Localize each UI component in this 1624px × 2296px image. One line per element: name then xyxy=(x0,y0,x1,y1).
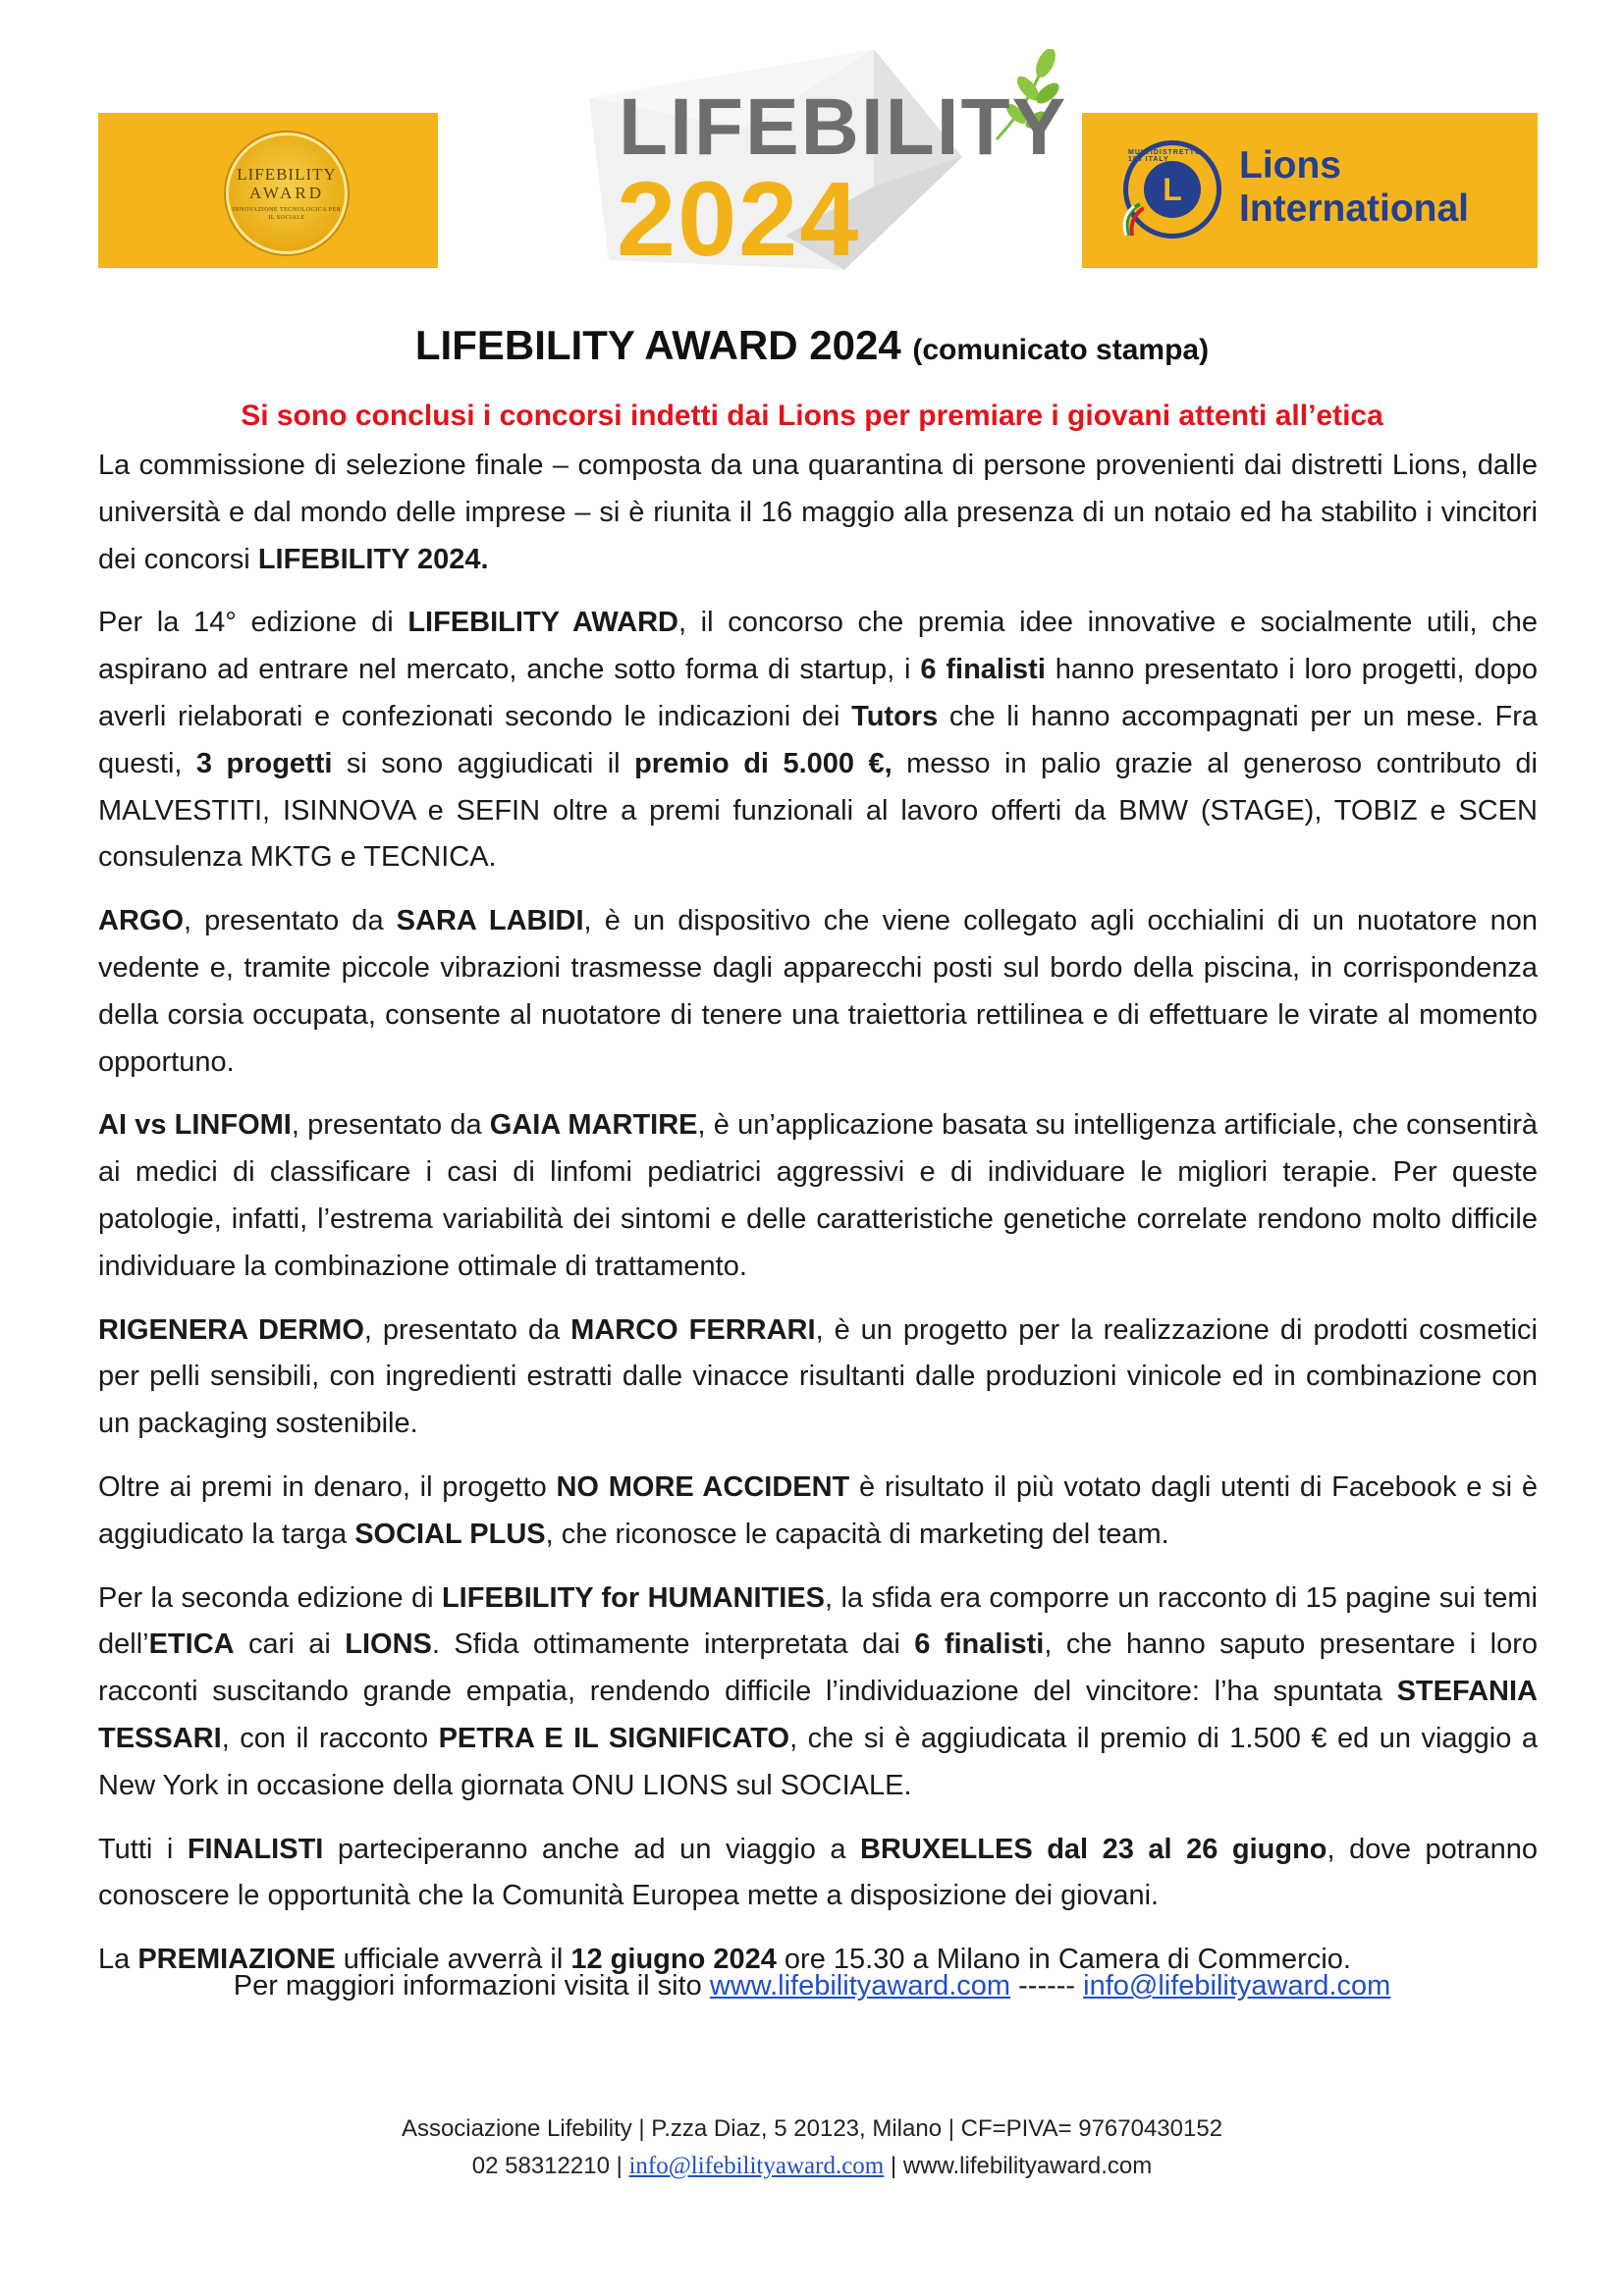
title-main: LIFEBILITY AWARD 2024 xyxy=(414,322,901,368)
paragraph-humanities: Per la seconda edizione di LIFEBILITY for HUMANITIES, la sfida era comporre un racconto di 15 pagine sui temi dell’ETICA cari ai LIONS. Sfida ottimamente interpretata dai 6 finalisti, che hanno saputo presentare i loro racconti suscitando grande empatia, rendendo difficile l’individuazione del vincitore: l’ha spuntata STEFANIA TESSARI, con il racconto PETRA E IL SIGNIFICATO, che si è aggiudicata il premio di 1.500 € ed un viaggio a New York in occasione della giornata ONU LIONS sul SOCIALE. xyxy=(98,1581,1538,1801)
paragraph-bruxelles: Tutti i FINALISTI parteciperanno anche ad un viaggio a BRUXELLES dal 23 al 26 giugno, dove potranno conoscere le opportunità che la Comunità Europea mette a disposizione dei giovani. xyxy=(98,1833,1538,1912)
left-banner xyxy=(98,113,438,268)
emblem-letter: L xyxy=(1144,161,1201,218)
title-sub: (comunicato stampa) xyxy=(912,334,1210,366)
paragraph-intro: La commissione di selezione finale – composta da una quarantina di persone provenienti dai distretti Lions, dalle università e dal mondo delle imprese – si è riunita il 16 maggio alla presenza di un notaio ed ha stabilito i vincitori dei concorsi LIFEBILITY 2024. xyxy=(98,450,1538,575)
paragraph-award-edition: Per la 14° edizione di LIFEBILITY AWARD, il concorso che premia idee innovative e socialmente utili, che aspirano ad entrare nel mercato, anche sotto forma di startup, i 6 finalisti hanno presentato i loro progetti, dopo averli rielaborati e confezionati secondo le indicazioni dei Tutors che li hanno accompagnati per un mese. Fra questi, 3 progetti si sono aggiudicati il premio di 5.000 €, messo in palio grazie al generoso contributo di MALVESTITI, ISINNOVA e SEFIN oltre a premi funzionali al lavoro offerti da BMW (STAGE), TOBIZ e SCEN consulenza MKTG e TECNICA. xyxy=(98,607,1538,874)
lifebility-2024-logo xyxy=(550,39,1100,280)
info-prefix: Per maggiori informazioni visita il sito xyxy=(233,1970,710,2002)
website-link[interactable]: www.lifebilityaward.com xyxy=(709,1970,1011,2002)
emblem-arc-text: MULTIDISTRETTO 108 ITALY xyxy=(1128,149,1202,163)
lions-international-wordmark xyxy=(1239,144,1469,231)
page-title xyxy=(0,322,1624,369)
footer-contacts xyxy=(0,2148,1624,2185)
footer-email-link[interactable]: info@lifebilityaward.com xyxy=(628,2153,885,2179)
lifebility-award-seal-logo xyxy=(226,133,348,254)
footer-site: | www.lifebilityaward.com xyxy=(884,2153,1153,2179)
lions-emblem-logo xyxy=(1123,140,1221,239)
italian-tricolor-icon xyxy=(1120,202,1144,238)
info-line xyxy=(0,1970,1624,2002)
logo-year: 2024 xyxy=(617,159,861,278)
info-separator: ------ xyxy=(1010,1970,1084,2002)
page-footer xyxy=(0,2110,1624,2185)
paragraph-social-plus: Oltre ai premi in denaro, il progetto NO MORE ACCIDENT è risultato il più votato dagli utenti di Facebook e si è aggiudicato la targa SOCIAL PLUS, che riconosce le capacità di marketing del team. xyxy=(98,1470,1538,1550)
paragraph-premiazione: La PREMIAZIONE ufficiale avverrà il 12 giugno 2024 ore 15.30 a Milano in Camera di Commercio. xyxy=(98,1944,1351,1976)
paragraph-rigenera-dermo: RIGENERA DERMO, presentato da MARCO FERRARI, è un progetto per la realizzazione di prodotti cosmetici per pelli sensibili, con ingredienti estratti dalle vinacce risultanti dalle produzioni vinicole ed in combinazione con un packaging sostenibile. xyxy=(98,1313,1538,1440)
paragraph-ai-vs-linfomi: AI vs LINFOMI, presentato da GAIA MARTIRE, è un’applicazione basata su intelligenza artificiale, che consentirà ai medici di classificare i casi di linfomi pediatrici aggressivi e di individuare le migliori terapie. Per queste patologie, infatti, l’estrema variabilità dei sintomi e delle caratteristiche genetiche correlate rendono molto difficile individuare la combinazione ottimale di trattamento. xyxy=(98,1109,1538,1282)
page-subtitle: Si sono conclusi i concorsi indetti dai Lions per premiare i giovani attenti all’etica xyxy=(241,400,1383,432)
lions-line-2: International xyxy=(1239,187,1470,230)
seal-line-1: LIFEBILITY xyxy=(237,165,337,184)
footer-address: Associazione Lifebility | P.zza Diaz, 5 20123, Milano | CF=PIVA= 97670430152 xyxy=(401,2115,1223,2142)
seal-line-3: INNOVAZIONE TECNOLOGICA PER IL SOCIALE xyxy=(232,207,342,221)
footer-phone: 02 58312210 | xyxy=(471,2153,629,2179)
lions-line-1: Lions xyxy=(1239,144,1341,187)
right-banner xyxy=(1082,113,1538,268)
seal-line-2: AWARD xyxy=(249,184,324,202)
email-link[interactable]: info@lifebilityaward.com xyxy=(1083,1970,1391,2002)
press-release-body xyxy=(98,443,1538,2001)
logo-word: LIFEBILITY xyxy=(619,82,1068,172)
paragraph-argo: ARGO, presentato da SARA LABIDI, è un dispositivo che viene collegato agli occhialini di un nuotatore non vedente e, tramite piccole vibrazioni trasmesse dagli apparecchi posti sul bordo della piscina, in corrispondenza della corsia occupata, consente al nuotatore di tenere una traiettoria rettilinea e di effettuare le virate al momento opportuno. xyxy=(98,905,1538,1078)
